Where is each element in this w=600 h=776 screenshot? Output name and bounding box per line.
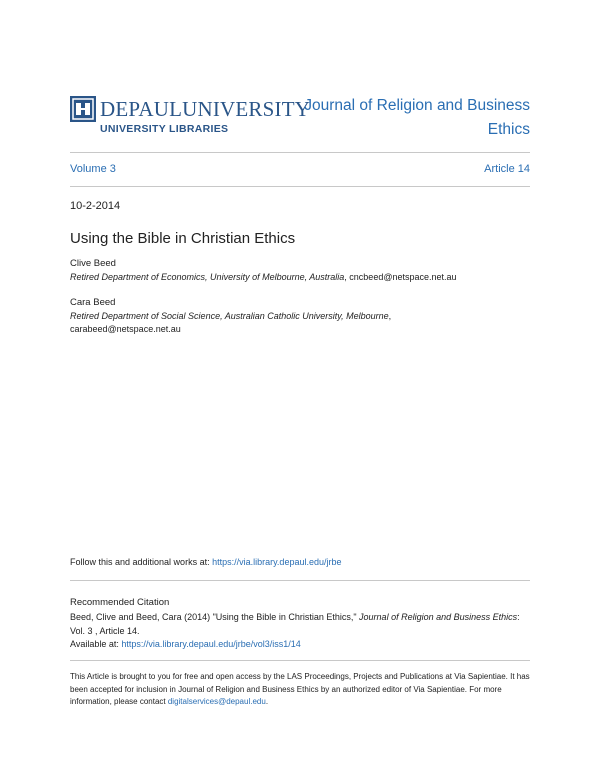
volume-article-bar [70,163,530,175]
journal-title-line2: Ethics [487,121,530,138]
author-affiliation: Retired Department of Social Science, Australian Catholic University, Melbourne, carabeed@netspace.net.au [70,311,392,334]
publication-date: 10-2-2014 [70,200,121,212]
journal-title-line1: Journal of Religion and Business [304,97,530,114]
affiliation-text: Retired Department of Social Science, Australian Catholic University, Melbourne [70,311,389,321]
follow-text: Follow this and additional works at: [70,557,213,567]
footer-notice [70,671,530,709]
logo-libraries-label: UNIVERSITY LIBRARIES [100,123,229,135]
journal-title-link[interactable] [270,94,530,142]
logo-university-name: DEPAULUNIVERSITY [100,97,311,121]
author-email: cncbeed@netspace.net.au [349,272,457,282]
footer-text: This Article is brought to you for free and open access by the LAS Proceedings, Projects and Publications at Via Sapientiae. It has been accepted for inclusion in Journal of Religion and Business Ethics by an authorized editor of Via Sapientiae. For more information, please contact [70,672,530,706]
depaul-logo [70,96,311,140]
author-name: Cara Beed [70,297,116,308]
available-link[interactable]: https://via.library.depaul.edu/jrbe/vol3/iss1/14 [121,639,301,649]
author-name: Clive Beed [70,258,116,269]
citation-divider [70,580,530,581]
citation-body [70,611,530,652]
available-label: Available at: [70,639,122,649]
volume-link[interactable]: Volume 3 [70,163,116,175]
article-link[interactable]: Article 14 [484,163,530,175]
citation-volume: : Vol. 3 , Article 14. [70,612,520,636]
follow-line [70,557,341,567]
top-divider [70,152,530,153]
article-title: Using the Bible in Christian Ethics [70,230,296,247]
contact-email-link[interactable]: digitalservices@depaul.edu [167,697,266,706]
citation-text: Beed, Clive and Beed, Cara (2014) "Using the Bible in Christian Ethics," [70,612,360,622]
author-affiliation: Retired Department of Economics, University of Melbourne, Australia, cncbeed@netspace.net.au [70,272,457,282]
follow-link[interactable]: https://via.library.depaul.edu/jrbe [212,557,342,567]
depaul-shield-icon [70,96,96,122]
affiliation-text: Retired Department of Economics, University of Melbourne, Australia [70,272,345,282]
citation-heading: Recommended Citation [70,597,170,608]
author-email: carabeed@netspace.net.au [70,324,181,334]
citation-journal: Journal of Religion and Business Ethics [359,612,518,622]
footer-divider [70,660,530,661]
footer-period: . [265,697,269,706]
volume-divider [70,186,530,187]
